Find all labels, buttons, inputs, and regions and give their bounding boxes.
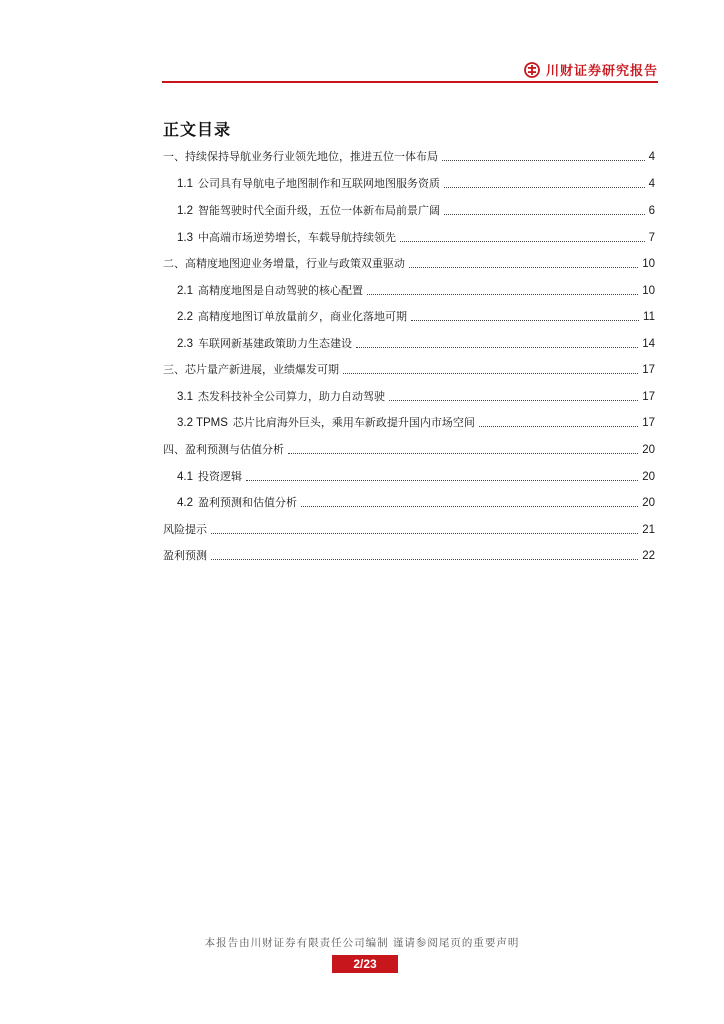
toc-leader-dots bbox=[343, 373, 638, 374]
toc-entry[interactable] bbox=[163, 519, 655, 537]
toc-leader-dots bbox=[444, 214, 645, 215]
toc-entry[interactable] bbox=[177, 492, 655, 510]
toc-entry-page: 10 bbox=[642, 258, 655, 270]
toc-leader-dots bbox=[400, 241, 645, 242]
toc-entry-page: 20 bbox=[642, 444, 655, 456]
toc-entry-number: 2.3 bbox=[177, 338, 193, 350]
toc-entry-number: 3.1 bbox=[177, 391, 193, 403]
toc-entry-number: 2.2 bbox=[177, 311, 193, 323]
toc-entry-number: 4.1 bbox=[177, 471, 193, 483]
toc-entry-page: 14 bbox=[642, 338, 655, 350]
toc-entry-page: 6 bbox=[648, 205, 655, 217]
toc-entry-title: 风险提示 bbox=[163, 523, 207, 536]
toc-entry-title: 投资逻辑 bbox=[198, 470, 242, 483]
toc-leader-dots bbox=[409, 267, 638, 268]
toc-entry-title: 高精度地图订单放量前夕，商业化落地可期 bbox=[198, 310, 407, 323]
toc-entry[interactable] bbox=[177, 333, 655, 351]
toc-entry[interactable] bbox=[177, 227, 655, 245]
toc-entry-title: 车联网新基建政策助力生态建设 bbox=[198, 337, 352, 350]
toc-entry[interactable] bbox=[163, 545, 655, 563]
page-number-badge: 2/23 bbox=[332, 955, 398, 973]
toc-entry-title: 芯片比肩海外巨头，乘用车新政提升国内市场空间 bbox=[232, 416, 475, 429]
toc-entry-page: 21 bbox=[642, 524, 655, 536]
toc-entry-page: 20 bbox=[642, 497, 655, 509]
toc-entry-title: 高精度地图是自动驾驶的核心配置 bbox=[198, 284, 363, 297]
toc-entry-title: 三、芯片量产新进展，业绩爆发可期 bbox=[163, 363, 339, 376]
footer-disclaimer: 本报告由川财证券有限责任公司编制 谨请参阅尾页的重要声明 bbox=[204, 937, 520, 949]
toc-entry-page: 17 bbox=[642, 391, 655, 403]
toc-entry[interactable] bbox=[177, 306, 655, 324]
toc-leader-dots bbox=[479, 426, 638, 427]
toc-entry-number: 3.2 TPMS bbox=[177, 417, 228, 429]
brand-name: 川财证券研究报告 bbox=[545, 64, 658, 79]
toc-entry[interactable] bbox=[177, 386, 655, 404]
toc-entry-number: 1.1 bbox=[177, 178, 193, 190]
toc-entry-title: 中高端市场逆势增长，车载导航持续领先 bbox=[198, 231, 396, 244]
toc-entry[interactable] bbox=[177, 200, 655, 218]
toc-entry[interactable] bbox=[177, 412, 655, 430]
toc-leader-dots bbox=[442, 160, 645, 161]
page-header bbox=[162, 56, 658, 82]
toc-entry-page: 4 bbox=[648, 178, 655, 190]
toc-entry-title: 盈利预测 bbox=[163, 549, 207, 562]
toc-leader-dots bbox=[367, 294, 638, 295]
toc-entry-title: 一、持续保持导航业务行业领先地位，推进五位一体布局 bbox=[163, 150, 438, 163]
toc-entry-page: 17 bbox=[642, 364, 655, 376]
toc-entry[interactable] bbox=[163, 253, 655, 271]
toc-entry-number: 4.2 bbox=[177, 497, 193, 509]
toc-entry-page: 4 bbox=[648, 151, 655, 163]
toc-leader-dots bbox=[211, 533, 638, 534]
toc-leader-dots bbox=[411, 320, 639, 321]
toc-entry[interactable] bbox=[163, 146, 655, 164]
toc-entry-number: 1.2 bbox=[177, 205, 193, 217]
toc-leader-dots bbox=[246, 480, 638, 481]
toc-entry-title: 公司具有导航电子地图制作和互联网地图服务资质 bbox=[198, 177, 440, 190]
toc-leader-dots bbox=[288, 453, 638, 454]
toc-leader-dots bbox=[356, 347, 638, 348]
toc-entry[interactable] bbox=[177, 466, 655, 484]
toc-entry-page: 22 bbox=[642, 550, 655, 562]
toc-leader-dots bbox=[301, 506, 638, 507]
brand-logo-icon bbox=[524, 62, 540, 78]
toc-entry-number: 1.3 bbox=[177, 232, 193, 244]
header-rule bbox=[162, 81, 658, 83]
toc-entry[interactable] bbox=[163, 359, 655, 377]
toc-entry[interactable] bbox=[163, 439, 655, 457]
toc-leader-dots bbox=[389, 400, 638, 401]
toc-entry-page: 17 bbox=[642, 417, 655, 429]
toc-entry-page: 11 bbox=[643, 311, 655, 323]
toc-title: 正文目录 bbox=[163, 120, 232, 139]
toc-entry-page: 7 bbox=[648, 232, 655, 244]
toc-leader-dots bbox=[211, 559, 638, 560]
toc-entry-page: 10 bbox=[642, 285, 655, 297]
toc-entry-title: 智能驾驶时代全面升级，五位一体新布局前景广阔 bbox=[198, 204, 440, 217]
toc-entry[interactable] bbox=[177, 280, 655, 298]
toc-entry-title: 盈利预测和估值分析 bbox=[198, 496, 297, 509]
toc-entry-title: 二、高精度地图迎业务增量，行业与政策双重驱动 bbox=[163, 257, 405, 270]
toc-entry-page: 20 bbox=[642, 471, 655, 483]
toc-entry[interactable] bbox=[177, 173, 655, 191]
toc-leader-dots bbox=[444, 187, 645, 188]
toc-entry-title: 杰发科技补全公司算力，助力自动驾驶 bbox=[198, 390, 385, 403]
toc-entry-title: 四、盈利预测与估值分析 bbox=[163, 443, 284, 456]
brand bbox=[524, 60, 658, 79]
toc-entry-number: 2.1 bbox=[177, 285, 193, 297]
